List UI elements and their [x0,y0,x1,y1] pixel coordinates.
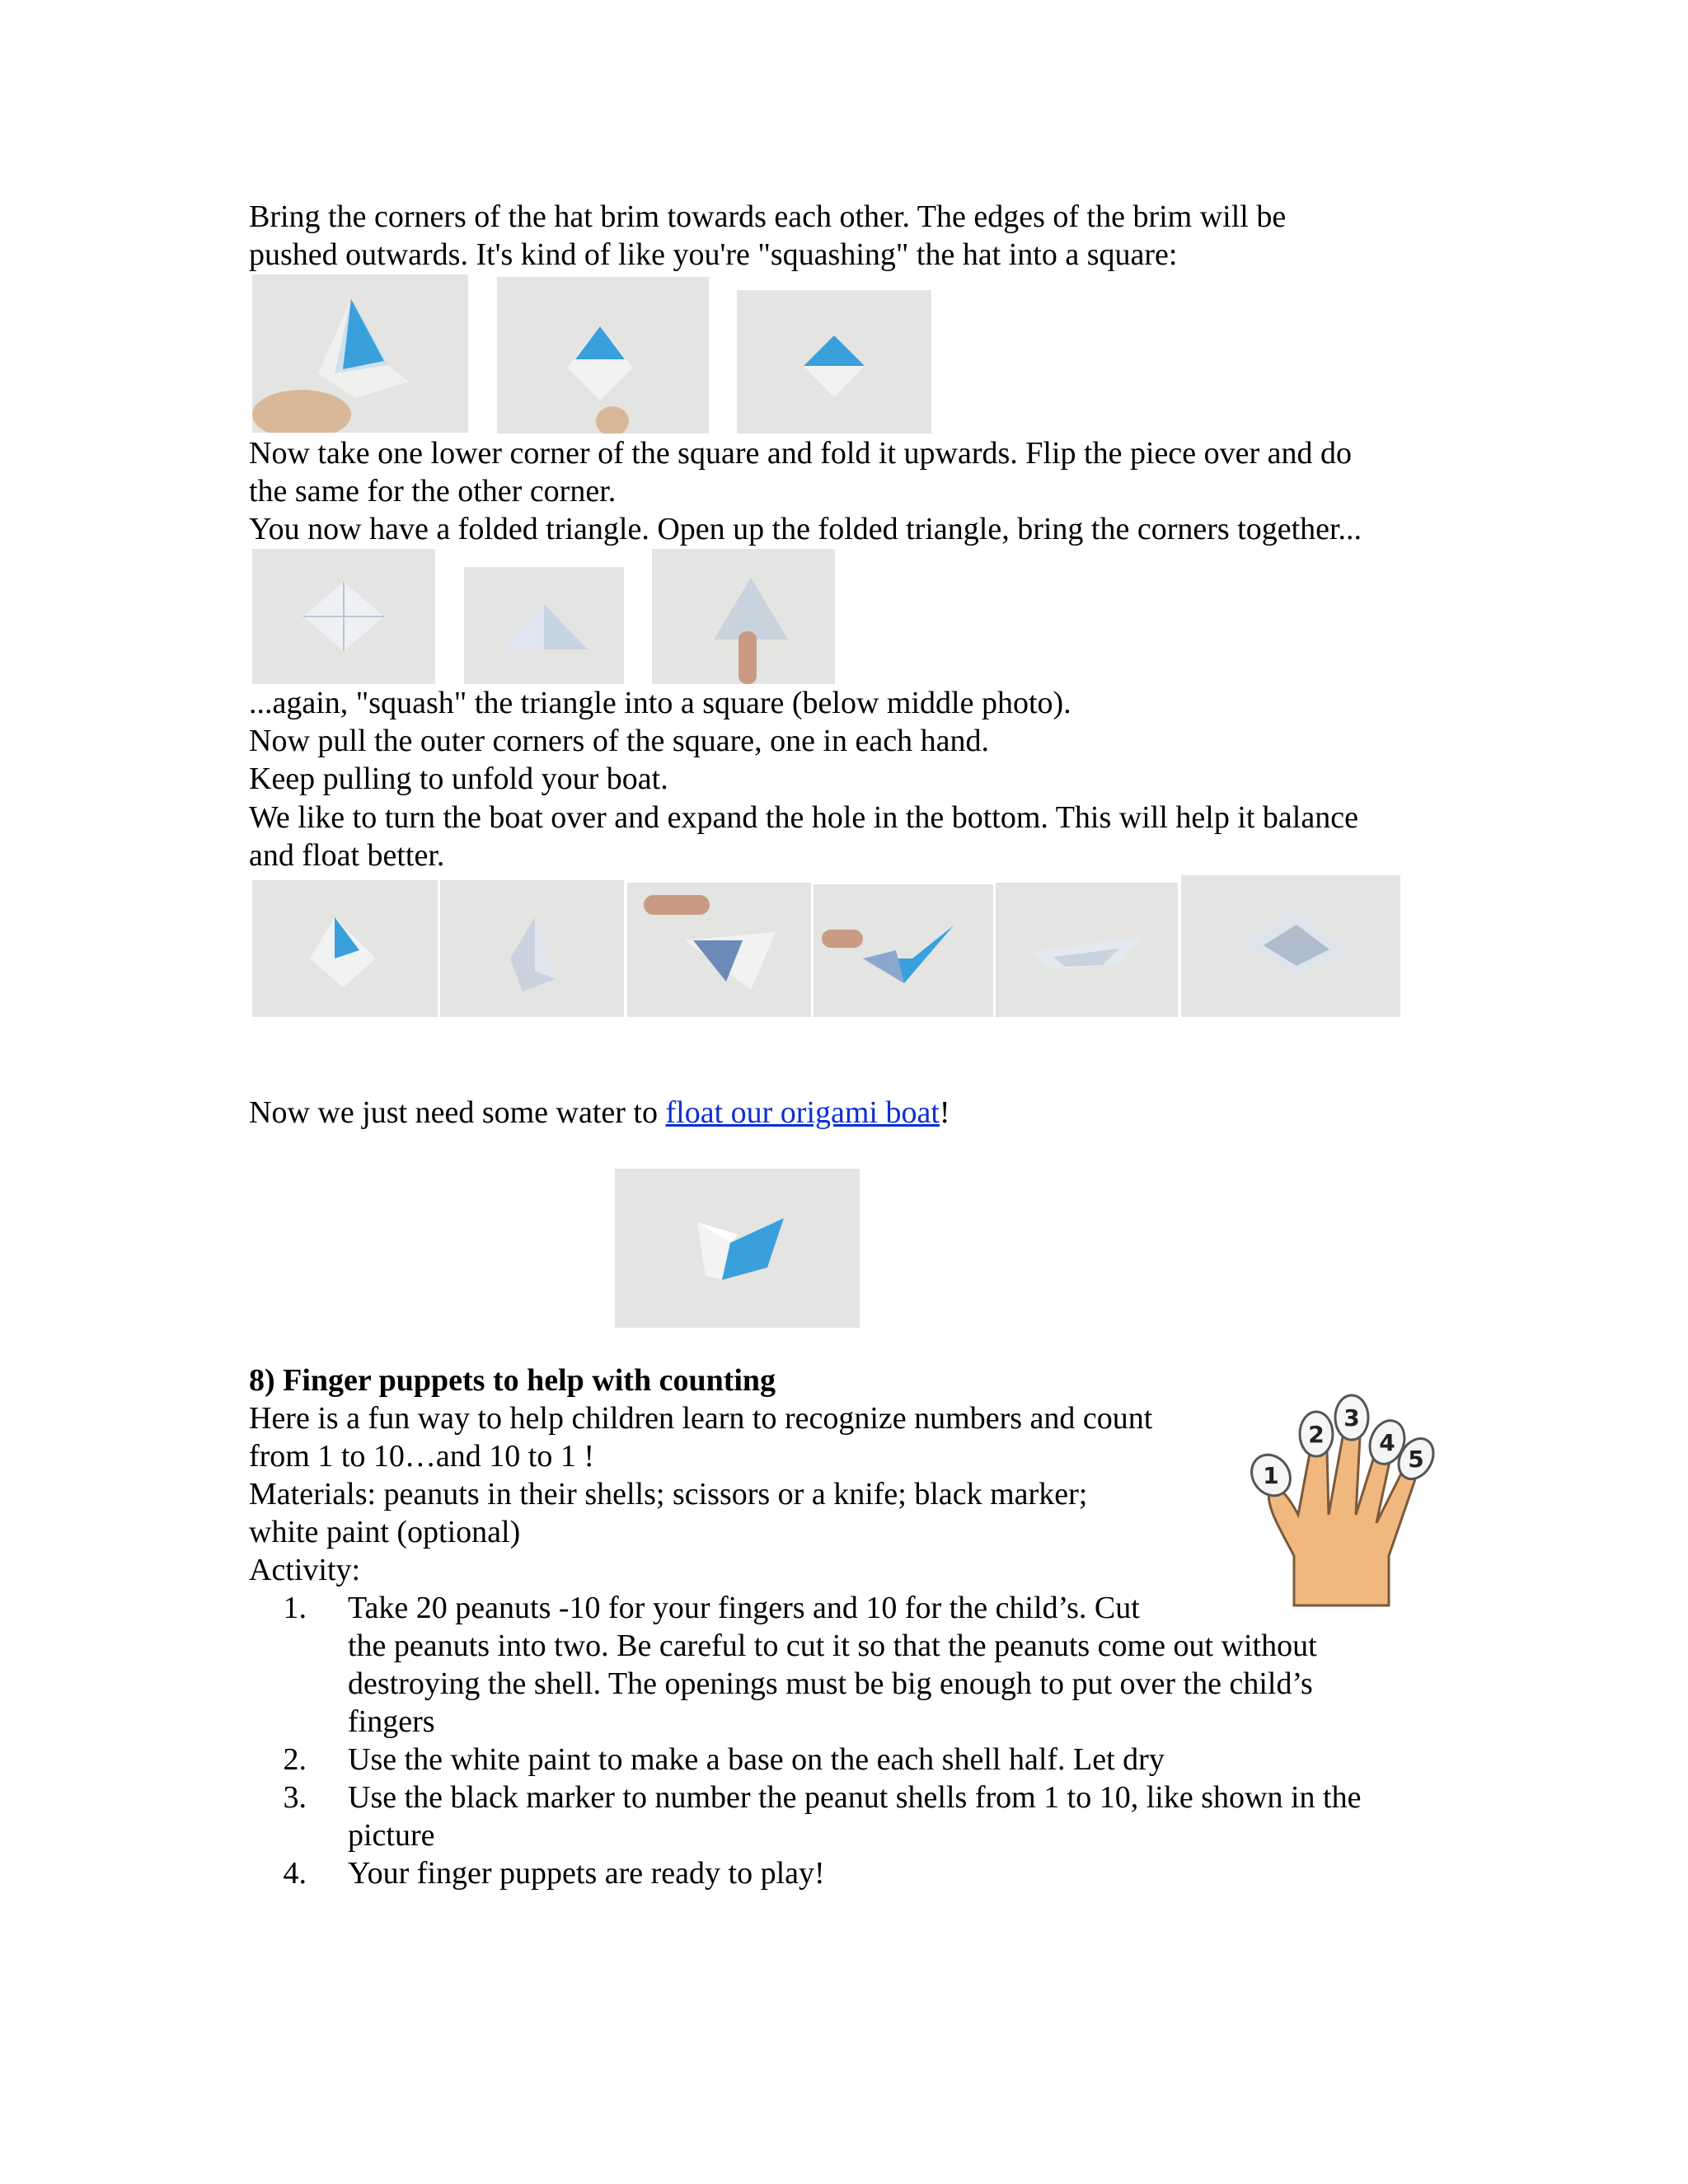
intro-line: Here is a fun way to help children learn to recognize numbers and count [249,1401,1153,1436]
photo-boat-step-1 [252,880,438,1017]
materials-line: Materials: peanuts in their shells; scissors or a knife; black marker; [249,1477,1088,1511]
float-boat-text: Now we just need some water to [249,1095,666,1130]
list-item-number: 4. [283,1856,307,1891]
instruction-line: Keep pulling to unfold your boat. [249,762,668,796]
instruction-line: Now take one lower corner of the square and fold it upwards. Flip the piece over and do [249,436,1353,471]
list-item-line: Use the black marker to number the peanut shells from 1 to 10, like shown in the [348,1780,1362,1815]
photo-hat-squash-step-1 [252,274,468,433]
finger-label-2: 2 [1308,1421,1325,1448]
finger-label-4: 4 [1379,1429,1395,1456]
list-item-line: destroying the shell. The openings must be big enough to put over the child’s [348,1666,1313,1701]
activity-label: Activity: [249,1553,361,1587]
finger-label-5: 5 [1408,1446,1424,1473]
list-item-line: Your finger puppets are ready to play! [348,1856,825,1891]
list-item-number: 2. [283,1742,307,1777]
finger-label-3: 3 [1343,1404,1360,1432]
list-item-line: the peanuts into two. Be careful to cut it so that the peanuts come out without [348,1629,1317,1663]
photo-folded-square [252,549,435,684]
list-item [249,1779,1485,1854]
float-boat-line [249,1094,950,1132]
float-boat-text-end: ! [939,1095,950,1130]
photo-finished-boat [615,1169,860,1328]
instruction-line: the same for the other corner. [249,474,617,509]
finger-puppets-illustration [1236,1391,1451,1607]
instruction-line: ...again, "squash" the triangle into a square (below middle photo). [249,686,1071,720]
finger-label-1: 1 [1263,1462,1279,1489]
materials-line: white paint (optional) [249,1515,521,1549]
list-item [249,1854,1485,1892]
instruction-line: You now have a folded triangle. Open up the folded triangle, bring the corners together... [249,512,1362,546]
photo-folded-triangle [464,567,624,684]
instruction-line: and float better. [249,838,445,873]
photo-boat-step-2 [440,880,624,1017]
instruction-line: pushed outwards. It's kind of like you're "squashing" the hat into a square: [249,237,1178,272]
float-origami-boat-link[interactable]: float our origami boat [665,1095,940,1130]
instruction-line: We like to turn the boat over and expand the hole in the bottom. This will help it balance [249,800,1358,835]
list-item-line: fingers [348,1704,435,1739]
intro-line: from 1 to 10…and 10 to 1 ! [249,1439,595,1474]
list-item-line: picture [348,1818,435,1853]
photo-hat-squash-step-2 [497,277,709,434]
instruction-line: Bring the corners of the hat brim towards each other. The edges of the brim will be [249,199,1287,234]
photo-boat-step-4 [814,884,993,1017]
list-item-line: Take 20 peanuts -10 for your fingers and 10 for the child’s. Cut [348,1591,1140,1625]
list-item-number: 3. [283,1780,307,1815]
list-item [249,1589,1485,1741]
list-item-number: 1. [283,1591,307,1625]
photo-boat-step-5 [996,883,1178,1017]
list-item [249,1741,1485,1779]
photo-boat-step-6 [1181,875,1400,1017]
photo-triangle-opening [652,549,835,684]
instruction-line: Now pull the outer corners of the square, one in each hand. [249,724,989,758]
section-heading: 8) Finger puppets to help with counting [249,1363,776,1398]
list-item-line: Use the white paint to make a base on the each shell half. Let dry [348,1742,1165,1777]
photo-hat-squash-step-3 [737,290,931,434]
photo-boat-step-3 [627,883,811,1017]
